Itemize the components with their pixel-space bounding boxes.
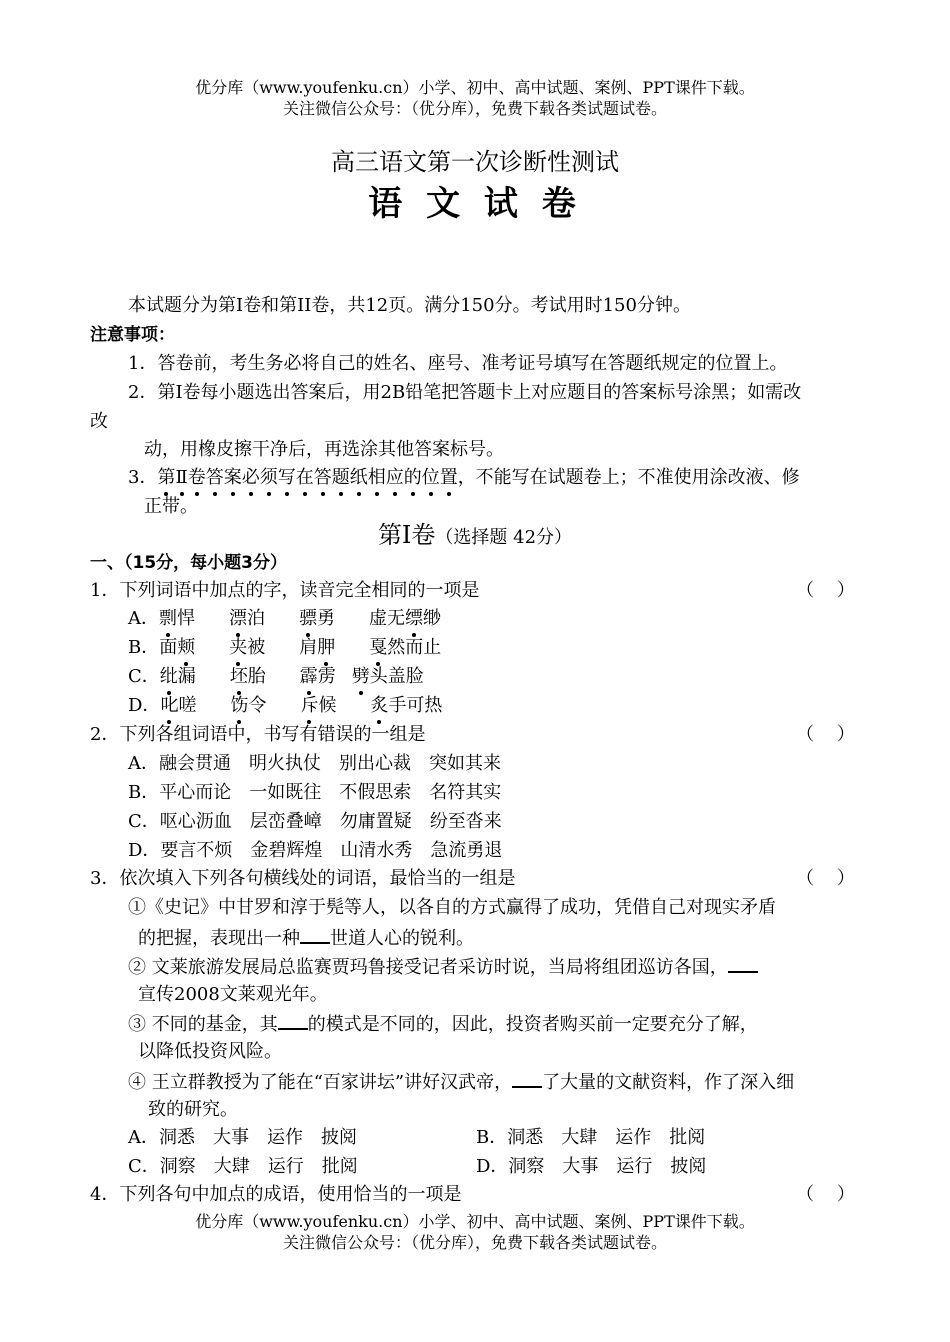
notice-item-3b: 正带。 xyxy=(144,496,198,517)
footer-line-2: 关注微信公众号：（优分库），免费下载各类试题试卷。 xyxy=(282,1233,667,1252)
section-1-heading: 一、（15分，每小题3分） xyxy=(90,553,287,573)
q1-a-label: A． xyxy=(128,608,159,629)
q1-b-w2: 夹被 xyxy=(229,637,265,658)
notice-item-3 xyxy=(128,465,800,491)
q4-stem: 4．下列各句中加点的成语，使用恰当的一项是 xyxy=(90,1184,462,1205)
q1-c-label: C． xyxy=(128,666,160,687)
header-line-1: 优分库（www.youfenku.cn）小学、初中、高中试题、案例、PPT课件下载。 xyxy=(195,78,755,97)
q1-d-w1: 叱嗟 xyxy=(160,695,196,716)
q3-s4a-post: 了大量的文献资料，作了深入细 xyxy=(542,1072,795,1093)
q1-c-w2: 坯胎 xyxy=(230,666,266,687)
q3-sentence-3a xyxy=(128,1010,758,1038)
q1-option-b xyxy=(128,635,441,661)
q4-answer-paren: （ ） xyxy=(796,1184,855,1205)
q3-answer-paren: （ ） xyxy=(796,868,855,889)
q1-b-label: B． xyxy=(128,637,160,658)
q1-d-w2: 饬令 xyxy=(230,695,266,716)
q1-a-w1: 剽悍 xyxy=(159,608,195,629)
notice-item-2-wrap: 改 xyxy=(90,411,108,432)
q1-c-w4: 劈头盖脸 xyxy=(352,666,424,687)
q2-option-d: D．要言不烦 金碧辉煌 山清水秀 急流勇退 xyxy=(128,840,503,861)
q1-d-w3: 斥候 xyxy=(300,695,336,716)
q2-option-c: C．呕心沥血 层峦叠嶂 勿庸置疑 纷至沓来 xyxy=(128,811,502,832)
q2-option-b: B．平心而论 一如既往 不假思索 名符其实 xyxy=(128,782,502,803)
q3-option-c: C．洞察 大肆 运行 批阅 xyxy=(128,1156,358,1177)
q1-option-a xyxy=(128,606,441,632)
q3-blank-1 xyxy=(300,924,330,944)
q3-sentence-4b: 致的研究。 xyxy=(148,1099,238,1120)
q3-stem: 3．依次填入下列各句横线处的词语，最恰当的一组是 xyxy=(90,868,516,889)
q1-stem: 1．下列词语中加点的字，读音完全相同的一项是 xyxy=(90,580,480,601)
q3-sentence-4a xyxy=(128,1068,794,1096)
notice-item-3-rest: ，不能写在试题卷上；不准使用涂改液、修 xyxy=(457,467,800,488)
q1-b-w1: 面颊 xyxy=(159,637,195,658)
part1-subtitle: （选择题 42分） xyxy=(435,527,573,548)
notice-item-1: 1．答卷前，考生务必将自己的姓名、座号、准考证号填写在答题纸规定的位置上。 xyxy=(128,353,788,374)
q3-sentence-2a xyxy=(128,953,758,981)
notice-item-3-prefix: 3． xyxy=(128,467,158,488)
q3-sentence-2b: 宣传2008文莱观光年。 xyxy=(138,984,328,1005)
page-subtitle: 语 文 试 卷 xyxy=(368,184,582,224)
header-line-2: 关注微信公众号：（优分库），免费下载各类试题试卷。 xyxy=(282,99,667,118)
q3-s4a-pre: ④ 王立群教授为了能在“百家讲坛”讲好汉武帝， xyxy=(128,1072,513,1093)
intro-text: 本试题分为第I卷和第II卷，共12页。满分150分。考试用时150分钟。 xyxy=(128,295,691,316)
q3-sentence-3b: 以降低投资风险。 xyxy=(138,1041,282,1062)
q3-blank-4 xyxy=(512,1068,542,1088)
q3-option-a: A．洞悉 大事 运作 披阅 xyxy=(128,1127,357,1148)
notice-item-2a: 2．第Ⅰ卷每小题选出答案后，用2B铅笔把答题卡上对应题目的答案标号涂黑；如需改 xyxy=(128,382,802,403)
part1-label: 第Ⅰ卷 xyxy=(377,521,436,549)
part1-title xyxy=(0,522,950,551)
q1-b-w4: 戛然而止 xyxy=(369,637,441,658)
q1-option-c xyxy=(128,664,424,690)
notice-heading: 注意事项： xyxy=(90,325,175,345)
q3-s3a-post: 的模式是不同的，因此，投资者购买前一定要充分了解， xyxy=(307,1014,758,1035)
q3-sentence-1b xyxy=(138,924,474,952)
notice-item-3-dotted: 第Ⅱ卷答案必须写在答题纸相应的位置 xyxy=(157,467,457,488)
notice-item-2b: 动，用橡皮擦干净后，再选涂其他答案标号。 xyxy=(144,439,504,460)
q1-option-d xyxy=(128,693,442,719)
q3-s3a-pre: ③ 不同的基金，其 xyxy=(128,1014,278,1035)
q2-answer-paren: （ ） xyxy=(796,724,855,745)
q3-option-d: D．洞察 大事 运行 披阅 xyxy=(476,1156,707,1177)
q1-a-w2: 漂泊 xyxy=(229,608,265,629)
q2-option-a: A．融会贯通 明火执仗 别出心裁 突如其来 xyxy=(128,753,501,774)
q3-s1b-post: 世道人心的锐利。 xyxy=(330,928,474,949)
q3-blank-3 xyxy=(278,1010,308,1030)
q1-a-w3: 骠勇 xyxy=(299,608,335,629)
q1-d-label: D． xyxy=(128,695,161,716)
q1-b-w3: 肩胛 xyxy=(299,637,335,658)
footer-line-1: 优分库（www.youfenku.cn）小学、初中、高中试题、案例、PPT课件下载。 xyxy=(195,1212,755,1231)
q3-sentence-1a: ①《史记》中甘罗和淳于髡等人，以各自的方式赢得了成功，凭借自己对现实矛盾 xyxy=(128,897,776,918)
q1-answer-paren: （ ） xyxy=(796,580,855,601)
page-title: 高三语文第一次诊断性测试 xyxy=(331,148,619,176)
q1-c-w3: 霹雳 xyxy=(300,666,336,687)
q1-a-w4: 虚无缥缈 xyxy=(369,608,441,629)
q3-s2a-text: ② 文莱旅游发展局总监赛贾玛鲁接受记者采访时说，当局将组团巡访各国， xyxy=(128,957,728,978)
q2-stem: 2．下列各组词语中，书写有错误的一组是 xyxy=(90,724,426,745)
q3-blank-2 xyxy=(728,953,758,973)
q3-option-b: B．洞悉 大肆 运作 批阅 xyxy=(476,1127,706,1148)
q3-s1b-pre: 的把握，表现出一种 xyxy=(138,928,300,949)
q1-d-w4: 炙手可热 xyxy=(370,695,442,716)
q1-c-w1: 纰漏 xyxy=(160,666,196,687)
